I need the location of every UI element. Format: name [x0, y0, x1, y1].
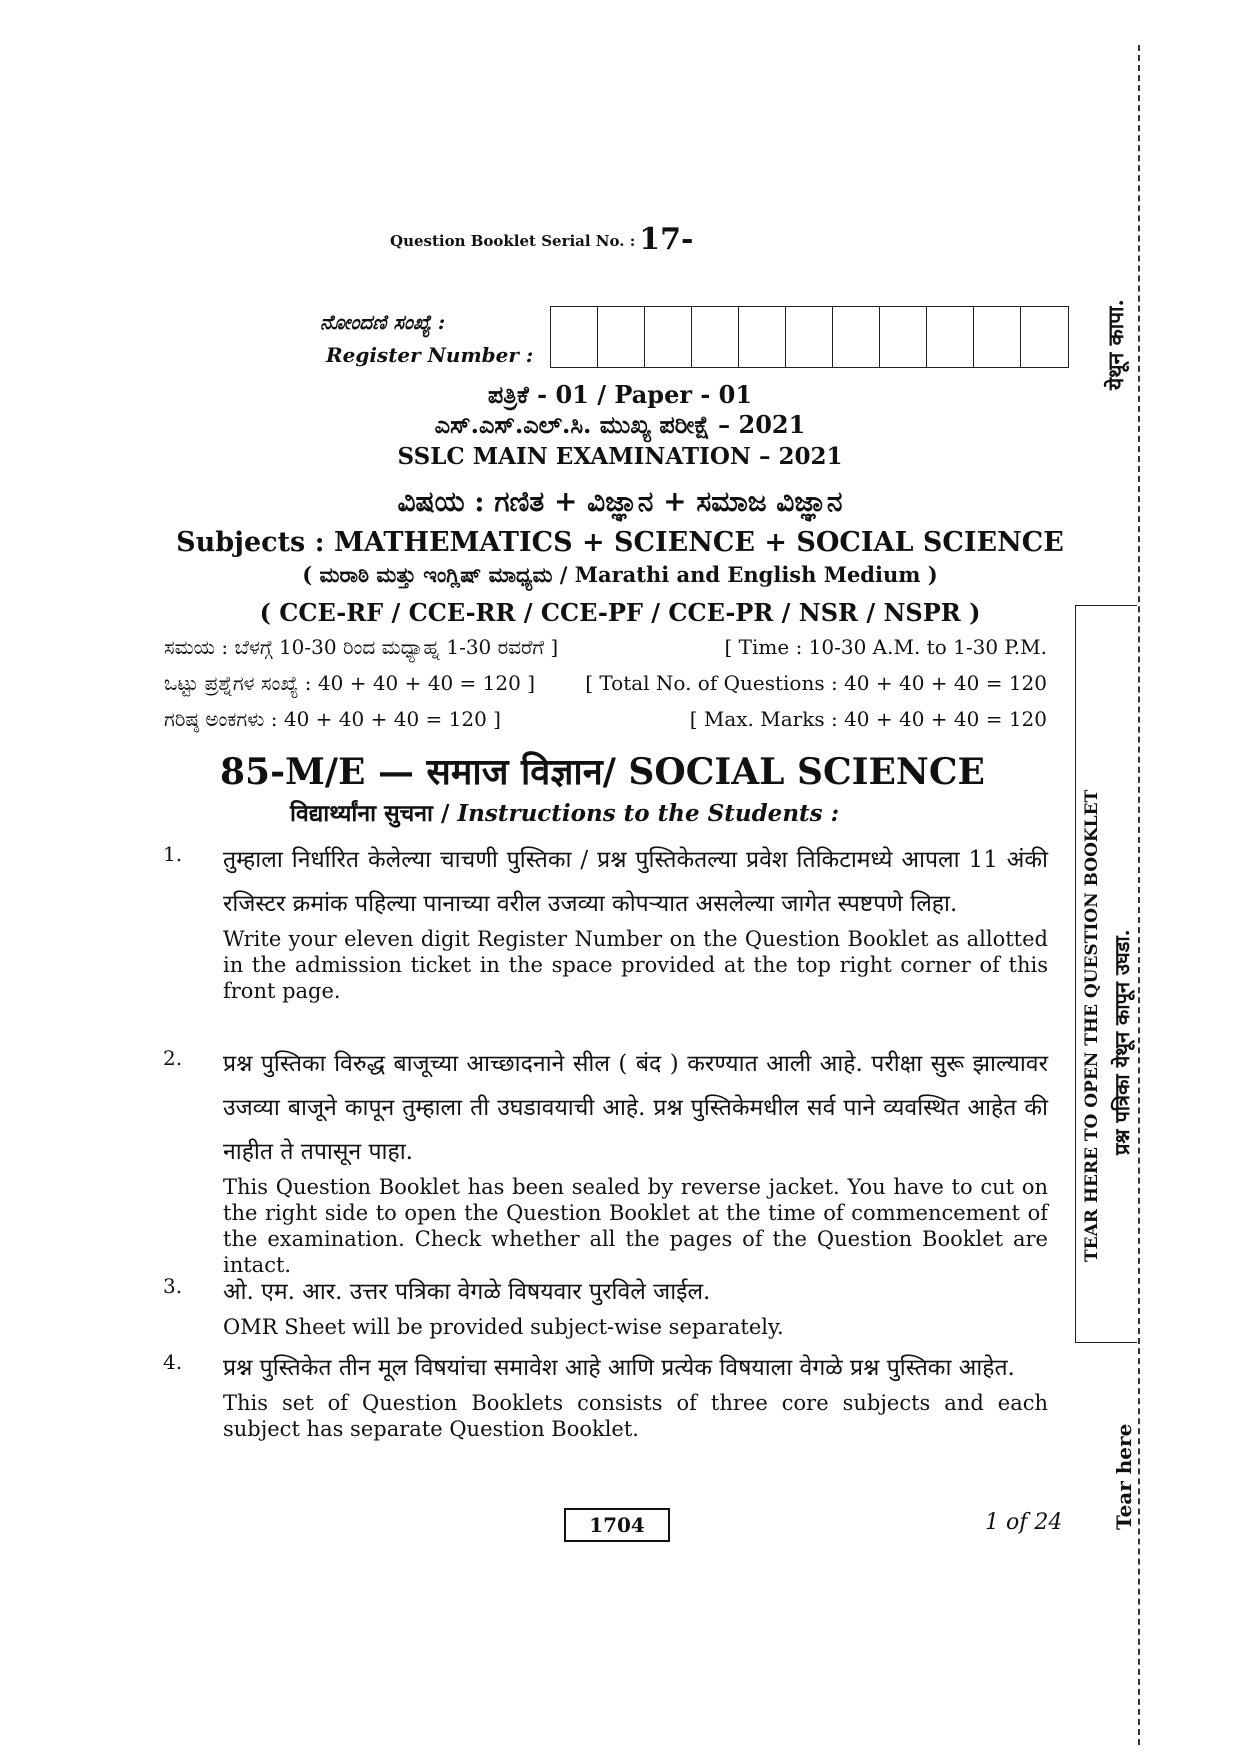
instructions-heading-english: Instructions to the Students :	[457, 800, 840, 827]
exam-title-english: SSLC MAIN EXAMINATION – 2021	[397, 443, 843, 470]
marks-kannada: ಗರಿಷ್ಠ ಅಂಕಗಳು : 40 + 40 + 40 = 120 ]	[164, 707, 501, 731]
subjects-english: Subjects : MATHEMATICS + SCIENCE + SOCIAL SCIENCE	[176, 527, 1064, 558]
register-label-kannada: ನೋಂದಣಿ ಸಂಖ್ಯೆ :	[320, 310, 446, 334]
instruction-number: 4.	[163, 1350, 183, 1374]
register-digit-box[interactable]	[1021, 307, 1068, 367]
tear-line[interactable]	[1138, 45, 1140, 1745]
medium-line: ( ಮರಾಠಿ ಮತ್ತು ಇಂಗ್ಲಿಷ್ ಮಾಧ್ಯಮ / Marathi and English Medium )	[302, 562, 938, 587]
register-digit-box[interactable]	[739, 307, 786, 367]
questions-english: [ Total No. of Questions : 40 + 40 + 40 = 120	[585, 671, 1047, 695]
register-digit-box[interactable]	[927, 307, 974, 367]
instruction-item	[163, 1346, 1048, 1442]
paper-title: 85-M/E — समाज विज्ञान/ SOCIAL SCIENCE	[220, 751, 985, 793]
instruction-marathi: प्रश्न पुस्तिका विरुद्ध बाजूच्या आच्छादनाने सील ( बंद ) करण्यात आली आहे. परीक्षा सुरू झाल्यावर उजव्या बाजूने कापून तुम्हाला ती उघडावयाची आहे. प्रश्न पुस्तिकेमधील सर्व पाने व्यवस्थित आहेत की नाहीत ते तपासून पाहा.	[223, 1051, 1048, 1165]
time-kannada: ಸಮಯ : ಬೆಳಗ್ಗೆ 10-30 ರಿಂದ ಮಧ್ಯಾಹ್ನ 1-30 ರವರೆಗೆ ]	[164, 635, 559, 659]
questions-kannada: ಒಟ್ಟು ಪ್ರಶ್ನೆಗಳ ಸಂಖ್ಯೆ : 40 + 40 + 40 = 120 ]	[164, 671, 536, 695]
register-digit-box[interactable]	[786, 307, 833, 367]
register-digit-box[interactable]	[645, 307, 692, 367]
tear-here-label: Tear here	[1112, 1423, 1136, 1530]
instruction-item	[163, 1042, 1048, 1278]
instruction-marathi: प्रश्न पुस्तिकेत तीन मूल विषयांचा समावेश आहे आणि प्रत्येक विषयाला वेगळे प्रश्न पुस्तिका आहेत.	[223, 1355, 1015, 1381]
instruction-marathi: ओ. एम. आर. उत्तर पत्रिका वेगळे विषयवार पुरविले जाईल.	[223, 1279, 711, 1305]
serial-number	[390, 222, 693, 257]
register-digit-box[interactable]	[598, 307, 645, 367]
instruction-english: Write your eleven digit Register Number on the Question Booklet as allotted in the admission ticket in the space provided at the top right corner of this front page.	[223, 927, 1048, 1003]
instruction-number: 2.	[163, 1046, 183, 1070]
time-english: [ Time : 10-30 A.M. to 1-30 P.M.	[724, 635, 1047, 659]
instruction-item	[163, 838, 1048, 1004]
marks-english: [ Max. Marks : 40 + 40 + 40 = 120	[689, 707, 1047, 731]
tear-here-english-instruction: TEAR HERE TO OPEN THE QUESTION BOOKLET	[1082, 789, 1102, 1262]
subject-kannada: ವಿಷಯ : ಗಣಿತ + ವಿಜ್ಞಾನ + ಸಮಾಜ ವಿಜ್ಞಾನ	[397, 485, 843, 518]
instructions-heading	[290, 796, 839, 828]
register-digit-box[interactable]	[974, 307, 1021, 367]
exam-title-kannada: ಎಸ್.ಎಸ್.ಎಲ್.ಸಿ. ಮುಖ್ಯ ಪರೀಕ್ಷೆ – 2021	[434, 410, 806, 439]
tear-here-marathi-instruction: प्रश्न पत्रिका येथून कापून उघडा.	[1110, 929, 1134, 1155]
register-digit-box[interactable]	[551, 307, 598, 367]
page-number: 1 of 24	[985, 1510, 1063, 1535]
register-digit-box[interactable]	[692, 307, 739, 367]
serial-label: Question Booklet Serial No. :	[390, 232, 636, 250]
register-digit-box[interactable]	[880, 307, 927, 367]
register-number-boxes[interactable]	[550, 306, 1069, 368]
register-label-english: Register Number :	[326, 343, 534, 367]
course-codes: ( CCE-RF / CCE-RR / CCE-PF / CCE-PR / NSR / NSPR )	[259, 598, 981, 627]
register-digit-box[interactable]	[833, 307, 880, 367]
instruction-item	[163, 1270, 1048, 1340]
instruction-number: 1.	[163, 842, 183, 866]
instruction-number: 3.	[163, 1274, 183, 1298]
paper-line: ಪತ್ರಿಕೆ - 01 / Paper - 01	[487, 380, 753, 409]
instruction-english: OMR Sheet will be provided subject-wise separately.	[223, 1315, 784, 1339]
instruction-english: This Question Booklet has been sealed by reverse jacket. You have to cut on the right side to open the Question Booklet at the time of commencement of the examination. Check whether all the pages of the Question Booklet are intact.	[223, 1175, 1048, 1277]
instructions-heading-marathi: विद्यार्थ्यांना सुचना /	[290, 800, 450, 827]
instruction-marathi: तुम्हाला निर्धारित केलेल्या चाचणी पुस्तिका / प्रश्न पुस्तिकेतल्या प्रवेश तिकिटामध्ये आपला 11 अंकी रजिस्टर क्रमांक पहिल्या पानाच्या वरील उजव्या कोपऱ्यात असलेल्या जागेत स्पष्टपणे लिहा.	[223, 847, 1048, 917]
booklet-code: 1704	[564, 1508, 670, 1542]
cut-here-marathi: येथून कापा.	[1103, 299, 1128, 390]
instruction-english: This set of Question Booklets consists of three core subjects and each subject has separate Question Booklet.	[223, 1391, 1048, 1441]
serial-value: 17-	[639, 222, 694, 257]
